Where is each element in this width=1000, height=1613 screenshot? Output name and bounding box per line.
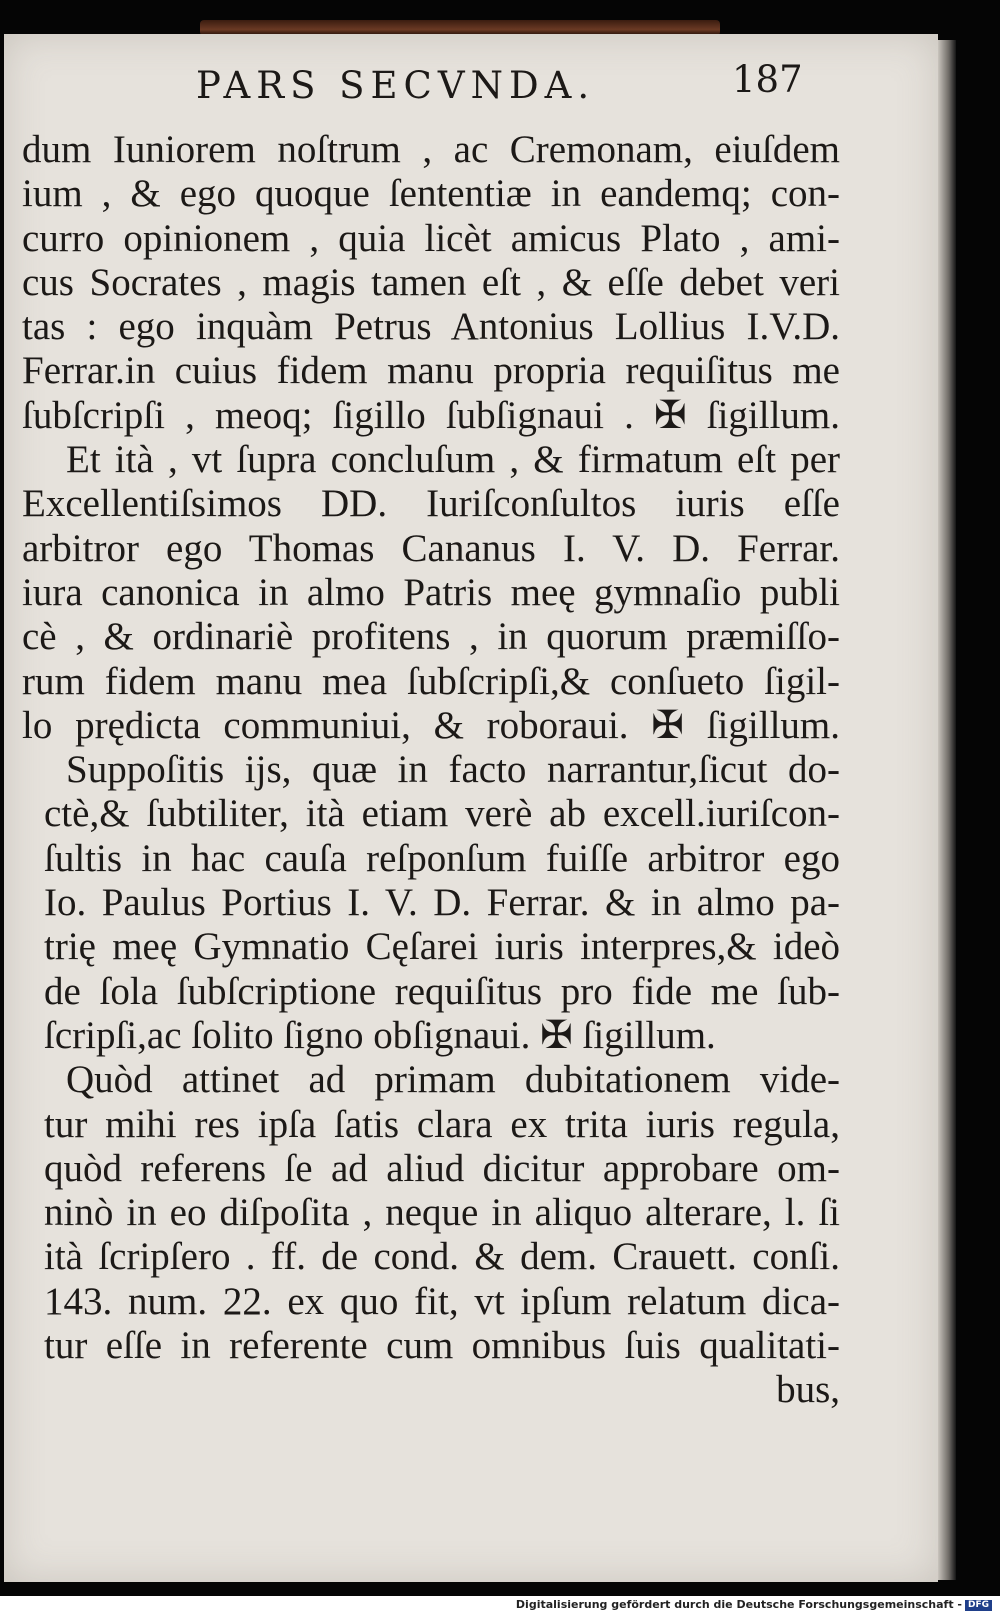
- text-line: ſcripſi,ac ſolito ſigno obſignaui. ✠ ſigillum.: [44, 1013, 716, 1057]
- text-line: lo prędicta communiui, & roboraui. ✠ ſigillum.: [22, 703, 840, 747]
- text-line: cus Socrates , magis tamen eſt , & eſſe debet veri: [22, 260, 840, 304]
- page-number: 187: [732, 58, 803, 101]
- text-line: ium , & ego quoque ſententiæ in eandemq; con-: [22, 172, 840, 216]
- text-line: tas : ego inquàm Petrus Antonius Lollius I.V.D.: [22, 305, 840, 349]
- text-line: de ſola ſubſcriptione requiſitus pro fide me ſub-: [44, 969, 840, 1013]
- running-title: PARS SECVNDA.: [196, 64, 596, 107]
- text-line: trię meę Gymnatio Cęſarei iuris interpres,& ideò: [44, 925, 840, 969]
- text-line: ſultis in hac cauſa reſponſum fuiſſe arbitror ego: [44, 836, 840, 880]
- text-line: ſubſcripſi , meoq; ſigillo ſubſignaui . ✠ ſigillum.: [22, 393, 840, 437]
- dfg-logo-icon: DFG: [965, 1600, 992, 1611]
- text-line: rum fidem manu mea ſubſcripſi,& conſueto ſigil-: [22, 659, 840, 703]
- text-line: quòd referens ſe ad aliud dicitur approbare om-: [44, 1146, 840, 1190]
- text-line: curro opinionem , quia licèt amicus Plato , ami-: [22, 216, 840, 260]
- body-text: [22, 128, 840, 1413]
- text-line: iura canonica in almo Patris meę gymnaſio publi: [22, 570, 840, 614]
- text-line: dum Iuniorem noſtrum , ac Cremonam, eiuſdem: [22, 128, 840, 171]
- text-line: tur mihi res ipſa ſatis clara ex trita iuris regula,: [44, 1102, 840, 1146]
- page-edge: [938, 40, 956, 1580]
- text-line: ninò in eo diſpoſita , neque in aliquo alterare, l. ſi: [44, 1191, 840, 1235]
- credit-text: Digitalisierung gefördert durch die Deutsche Forschungsgemeinschaft -: [515, 1598, 962, 1611]
- catchword: bus,: [776, 1368, 840, 1412]
- text-line: Io. Paulus Portius I. V. D. Ferrar. & in almo pa-: [44, 881, 840, 925]
- text-line: tur eſſe in referente cum omnibus ſuis qualitati-: [44, 1324, 840, 1368]
- text-line: Ferrar.in cuius fidem manu propria requiſitus me: [22, 349, 840, 393]
- digitization-credit: [516, 1596, 992, 1613]
- text-line: 143. num. 22. ex quo fit, vt ipſum relatum dica-: [44, 1279, 840, 1323]
- text-line: Suppoſitis ijs, quæ in facto narrantur,ſicut do-: [66, 748, 840, 792]
- text-line: Et ità , vt ſupra concluſum , & firmatum eſt per: [66, 438, 840, 482]
- text-line: ctè,& ſubtiliter, ità etiam verè ab excell.iuriſcon-: [44, 792, 840, 836]
- text-line: Quòd attinet ad primam dubitationem vide-: [66, 1058, 840, 1102]
- text-line: arbitror ego Thomas Cananus I. V. D. Ferrar.: [22, 526, 840, 570]
- text-line: cè , & ordinariè profitens , in quorum præmiſſo-: [22, 615, 840, 659]
- text-line: Excellentiſsimos DD. Iuriſconſultos iuris eſſe: [22, 482, 840, 526]
- text-line: ità ſcripſero . ff. de cond. & dem. Crauett. conſi.: [44, 1235, 840, 1279]
